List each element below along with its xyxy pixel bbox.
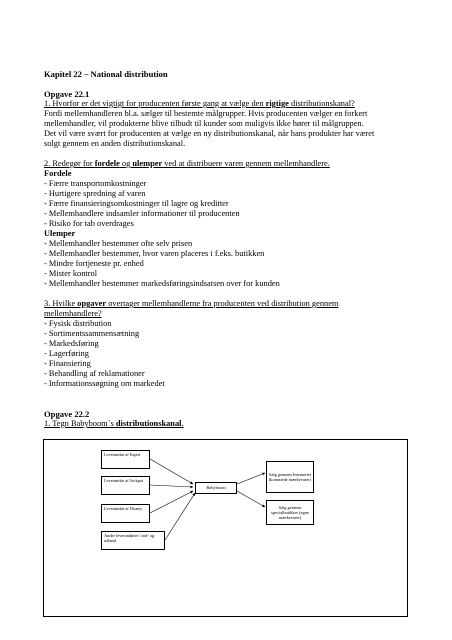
question-4-text: 1. Tegn Babyboom´s (44, 419, 116, 428)
question-3-line-2: mellemhandlere? (44, 309, 102, 318)
arrow-esprit-to-babyboom (150, 459, 193, 484)
task-item: - Behandling af reklamationer (44, 369, 145, 378)
arrow-jackpot-to-babyboom (150, 485, 193, 487)
task-item: - Sortimentssammensætning (44, 329, 140, 338)
arrow-babyboom-to-stores (237, 491, 265, 507)
question-1-emphasis: rigtige (265, 99, 289, 108)
channel-box-specialty-stores: Salg gennem specialbutikker (egne mærkevarer) (266, 500, 314, 525)
supplier-box: Leverandør af Esprit (101, 450, 150, 469)
disadvantage-item: - Mellemhandler bestemmer markedsføringsindsatsen over for kunden (44, 279, 280, 288)
disadvantage-item: - Mellemhandler bestemmer, hvor varen placeres i f.eks. butikken (44, 249, 265, 258)
task-item: - Informationssøgning om markedet (44, 379, 165, 388)
answer-1-line: Fordi mellemhandleren bl.a. sælger til bestemte målgrupper. Hvis producenten vælger en forkert (44, 109, 368, 118)
question-2-emphasis-fordele: fordele (94, 159, 120, 168)
task-22-1-title: Opgave 22.1 (44, 89, 90, 99)
question-4-text-end: . (181, 419, 184, 428)
advantages-label: Fordele (44, 169, 72, 178)
task-item: - Finansiering (44, 359, 91, 368)
question-2-text-mid: og (119, 159, 133, 168)
question-3-emphasis: opgaver (77, 299, 107, 308)
answer-1-line: Det vil være svært for producenten at vælge en ny distributionskanal, når hans produkter har været (44, 129, 375, 138)
question-1-text: 1. Hvorfor er det vigtigt for producenten første gang at vælge den (44, 99, 266, 108)
babyboom-box: Babyboom (195, 482, 237, 494)
advantage-item: - Risiko for tab overdrages (44, 219, 134, 228)
answer-1-line: mellemhandler, vil produkterne blive tilbudt til kunder som muligvis ikke hører til målgruppen. (44, 119, 364, 128)
arrow-others-to-babyboom (165, 493, 195, 540)
disadvantage-item: - Mister kontrol (44, 269, 98, 278)
question-2-text: 2. Redegør for (44, 159, 95, 168)
chapter-title: Kapitel 22 – National distribution (44, 69, 168, 79)
channel-box-internet: Salg gennem Internettet (kommede mærkevarer) (266, 461, 314, 493)
question-2-text-end: ved at distribuere varen gennem mellemhandlere. (162, 159, 330, 168)
supplier-box: Leverandør af Jackpot (101, 476, 150, 495)
advantage-item: - Mellemhandlere indsamler informationer til producenten (44, 209, 240, 218)
advantage-item: - Hurtigere spredning af varen (44, 189, 146, 198)
supplier-box: Andre leverandører i ind- og udland (101, 531, 165, 550)
advantage-item: - Færre transportomkostninger (44, 179, 147, 188)
supplier-box: Leverandør af Disney (101, 504, 150, 523)
task-item: - Markedsføring (44, 339, 99, 348)
task-item: - Fysisk distribution (44, 319, 112, 328)
arrow-babyboom-to-internet (237, 473, 265, 484)
question-3-text: 3. Hvilke (44, 299, 78, 308)
arrow-disney-to-babyboom (150, 491, 193, 513)
question-3-text-end: overtager mellemhandlerne fra producenten ved distribution gennem (106, 299, 339, 308)
question-2-emphasis-ulemper: ulemper (132, 159, 163, 168)
answer-1-line: solgt gennem en anden distributionskanal. (44, 139, 186, 148)
disadvantage-item: - Mindre fortjeneste pr. enhed (44, 259, 144, 268)
disadvantages-label: Ulemper (44, 229, 76, 238)
advantage-item: - Færre finansieringsomkostninger til lagre og kreditter (44, 199, 229, 208)
task-22-2-title: Opgave 22.2 (44, 409, 90, 419)
disadvantage-item: - Mellemhandler bestemmer ofte selv prisen (44, 239, 193, 248)
question-4-emphasis: distributionskanal (115, 419, 182, 428)
question-1-text-end: distributionskanal? (288, 99, 355, 108)
task-item: - Lagerføring (44, 349, 89, 358)
